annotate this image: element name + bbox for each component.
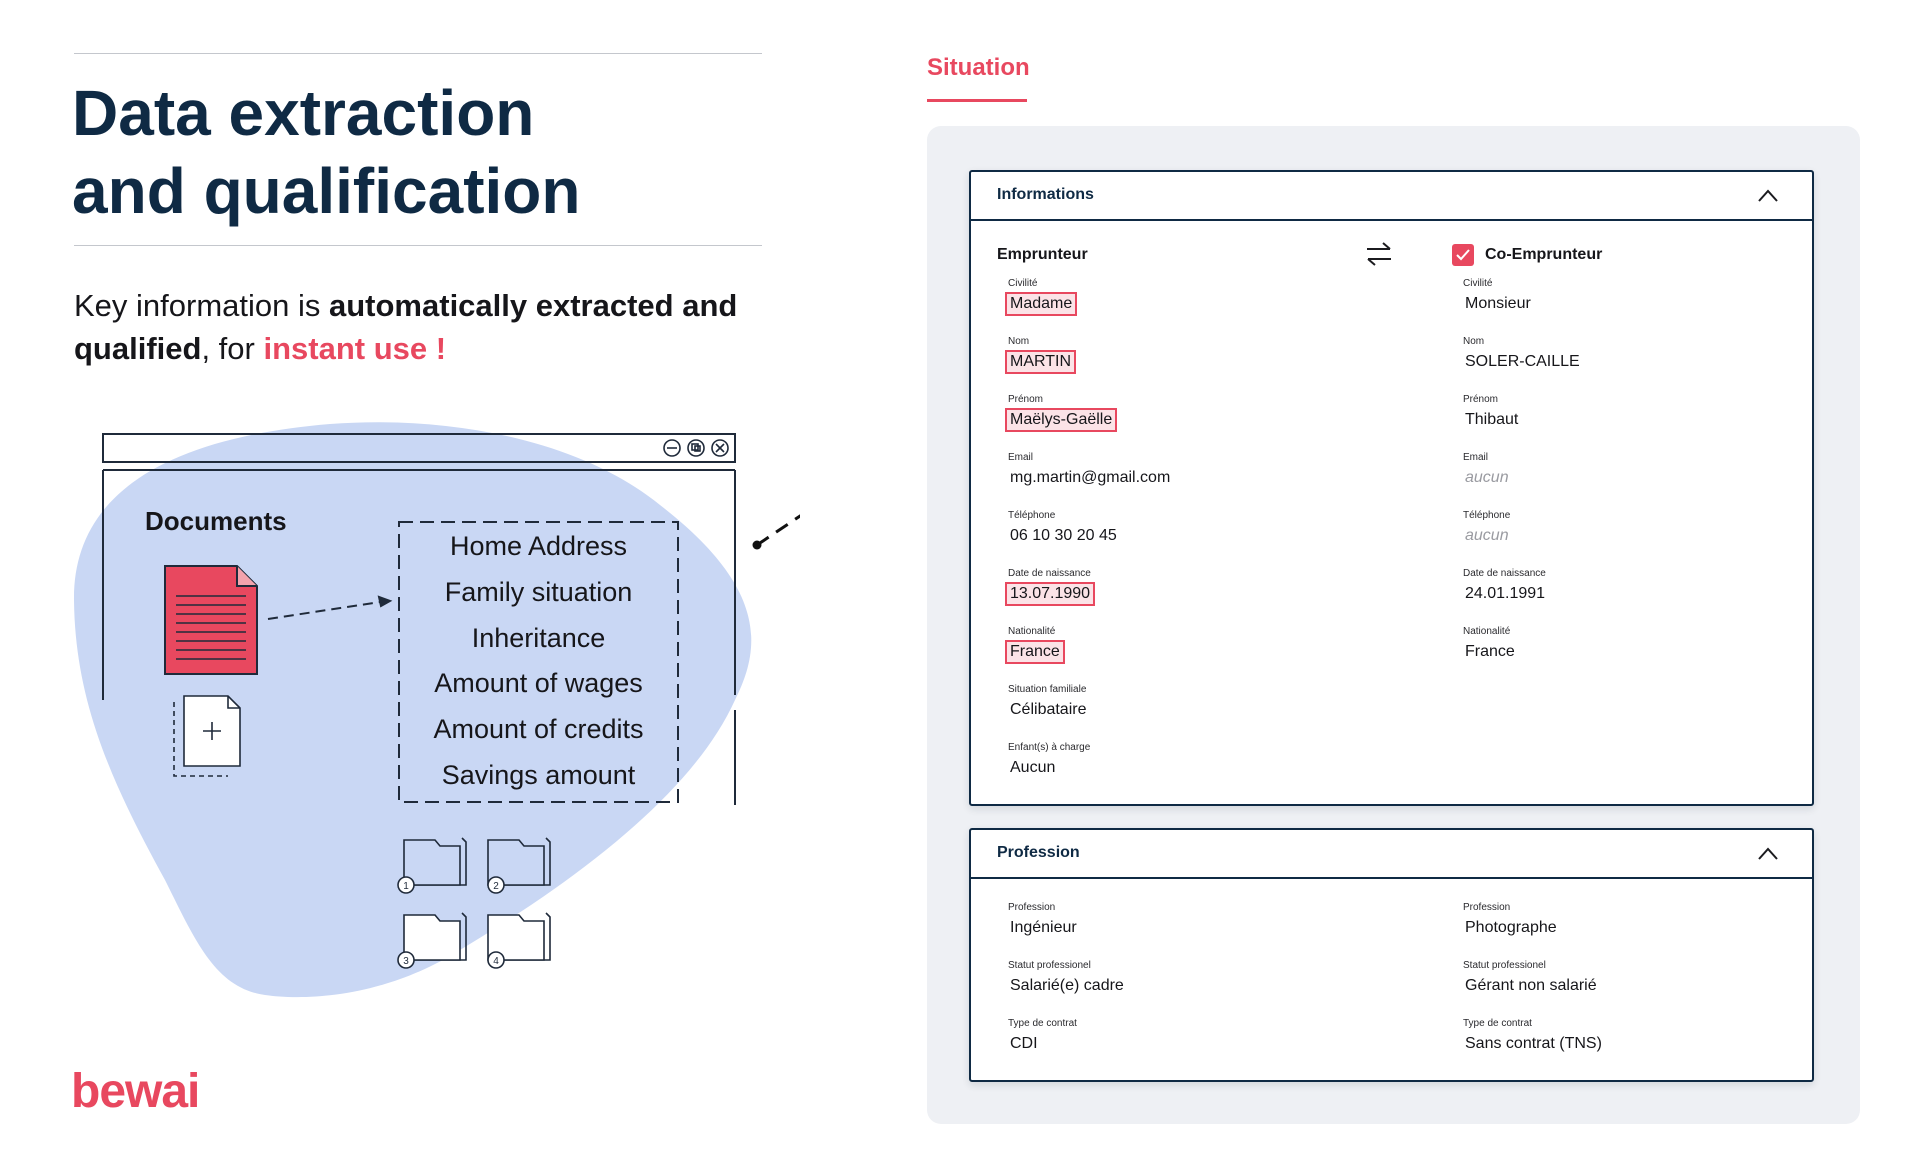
field-value[interactable]: Monsieur [1465,295,1531,312]
folder-number-4: 4 [493,956,499,967]
page-subtitle: Key information is automatically extracted and qualified, for instant use ! [74,288,738,366]
borrower-field-date-naissance: Date de naissance 13.07.1990 [1008,568,1095,606]
coborrower-field-contrat: Type de contrat Sans contrat (TNS) [1463,1018,1607,1056]
documents-label: Documents [145,506,287,536]
field-value[interactable]: Gérant non salarié [1465,977,1597,994]
field-value[interactable]: aucun [1465,469,1509,486]
borrower-field-contrat: Type de contrat CDI [1008,1018,1077,1056]
extracted-item: Family situation [444,576,633,607]
extracted-item: Inheritance [471,622,606,653]
borrower-field-civilite: Civilité Madame [1008,278,1077,316]
borrower-field-prenom: Prénom Maëlys-Gaëlle [1008,394,1117,432]
page-title [72,74,772,230]
title-line-1: Data extraction [72,77,535,149]
profession-card [969,828,1814,1082]
coborrower-field-statut: Statut professionel Gérant non salarié [1463,960,1602,998]
coborrower-field-email: Email aucun [1463,452,1514,490]
coborrower-field-prenom: Prénom Thibaut [1463,394,1523,432]
borrower-field-profession: Profession Ingénieur [1008,902,1082,940]
tab-situation[interactable]: Situation [927,54,1030,81]
extracted-value[interactable]: 13.07.1990 [1005,582,1095,606]
field-value[interactable]: Sans contrat (TNS) [1465,1035,1602,1052]
extracted-item: Home Address [449,531,628,561]
field-value[interactable]: France [1465,643,1515,660]
title-divider [74,245,762,246]
extracted-value[interactable]: Madame [1005,292,1077,316]
extracted-item: Amount of wages [434,668,643,699]
field-value[interactable]: Aucun [1010,759,1056,776]
field-value[interactable]: Célibataire [1010,701,1087,718]
profession-title: Profession [997,844,1080,861]
field-value[interactable]: Thibaut [1465,411,1519,428]
chevron-up-icon[interactable] [1756,844,1780,864]
coborrower-checkbox[interactable] [1452,244,1474,266]
extracted-value[interactable]: MARTIN [1005,350,1076,374]
field-value[interactable]: 06 10 30 20 45 [1010,527,1117,544]
coborrower-field-nationalite: Nationalité France [1463,626,1520,664]
borrower-field-enfants: Enfant(s) à charge Aucun [1008,742,1090,780]
coborrower-field-telephone: Téléphone aucun [1463,510,1514,548]
extracted-item: Savings amount [441,759,636,790]
coborrower-heading: Co-Emprunteur [1485,246,1603,263]
informations-card-header[interactable] [971,172,1812,221]
borrower-heading: Emprunteur [997,246,1088,263]
folder-number-3: 3 [403,956,409,967]
field-value[interactable]: CDI [1010,1035,1038,1052]
extracted-value[interactable]: Maëlys-Gaëlle [1005,408,1117,432]
informations-title: Informations [997,186,1094,203]
bewai-logo: bewai [71,1065,200,1118]
tab-active-indicator [927,99,1027,102]
extracted-value[interactable]: France [1005,640,1065,664]
field-value[interactable]: Photographe [1465,919,1557,936]
title-line-2: and qualification [72,155,581,227]
coborrower-field-civilite: Civilité Monsieur [1463,278,1536,316]
extracted-item: Amount of credits [433,714,644,745]
borrower-field-email: Email mg.martin@gmail.com [1008,452,1175,490]
window-controls [664,440,728,456]
checkmark-icon [1452,244,1474,266]
informations-card [969,170,1814,806]
field-value[interactable]: mg.martin@gmail.com [1010,469,1171,486]
borrower-field-nom: Nom MARTIN [1008,336,1076,374]
add-document-icon [174,696,240,776]
coborrower-field-nom: Nom SOLER-CAILLE [1463,336,1585,374]
field-value[interactable]: aucun [1465,527,1509,544]
folder-number-2: 2 [493,881,499,892]
field-value[interactable]: SOLER-CAILLE [1465,353,1580,370]
borrower-field-nationalite: Nationalité France [1008,626,1065,664]
folder-number-1: 1 [403,881,409,892]
coborrower-field-profession: Profession Photographe [1463,902,1562,940]
document-icon [165,566,257,674]
swap-icon[interactable] [1364,241,1394,267]
field-value[interactable]: Salarié(e) cadre [1010,977,1124,994]
coborrower-field-date-naissance: Date de naissance 24.01.1991 [1463,568,1550,606]
top-divider [74,53,762,54]
field-value[interactable]: 24.01.1991 [1465,585,1546,602]
extracted-items-list [399,522,678,802]
profession-card-header[interactable] [971,830,1812,879]
field-value[interactable]: Ingénieur [1010,919,1077,936]
borrower-field-statut: Statut professionel Salarié(e) cadre [1008,960,1129,998]
borrower-field-telephone: Téléphone 06 10 30 20 45 [1008,510,1122,548]
borrower-field-situation-familiale: Situation familiale Célibataire [1008,684,1091,722]
chevron-up-icon[interactable] [1756,186,1780,206]
connector-arrow [753,406,801,550]
